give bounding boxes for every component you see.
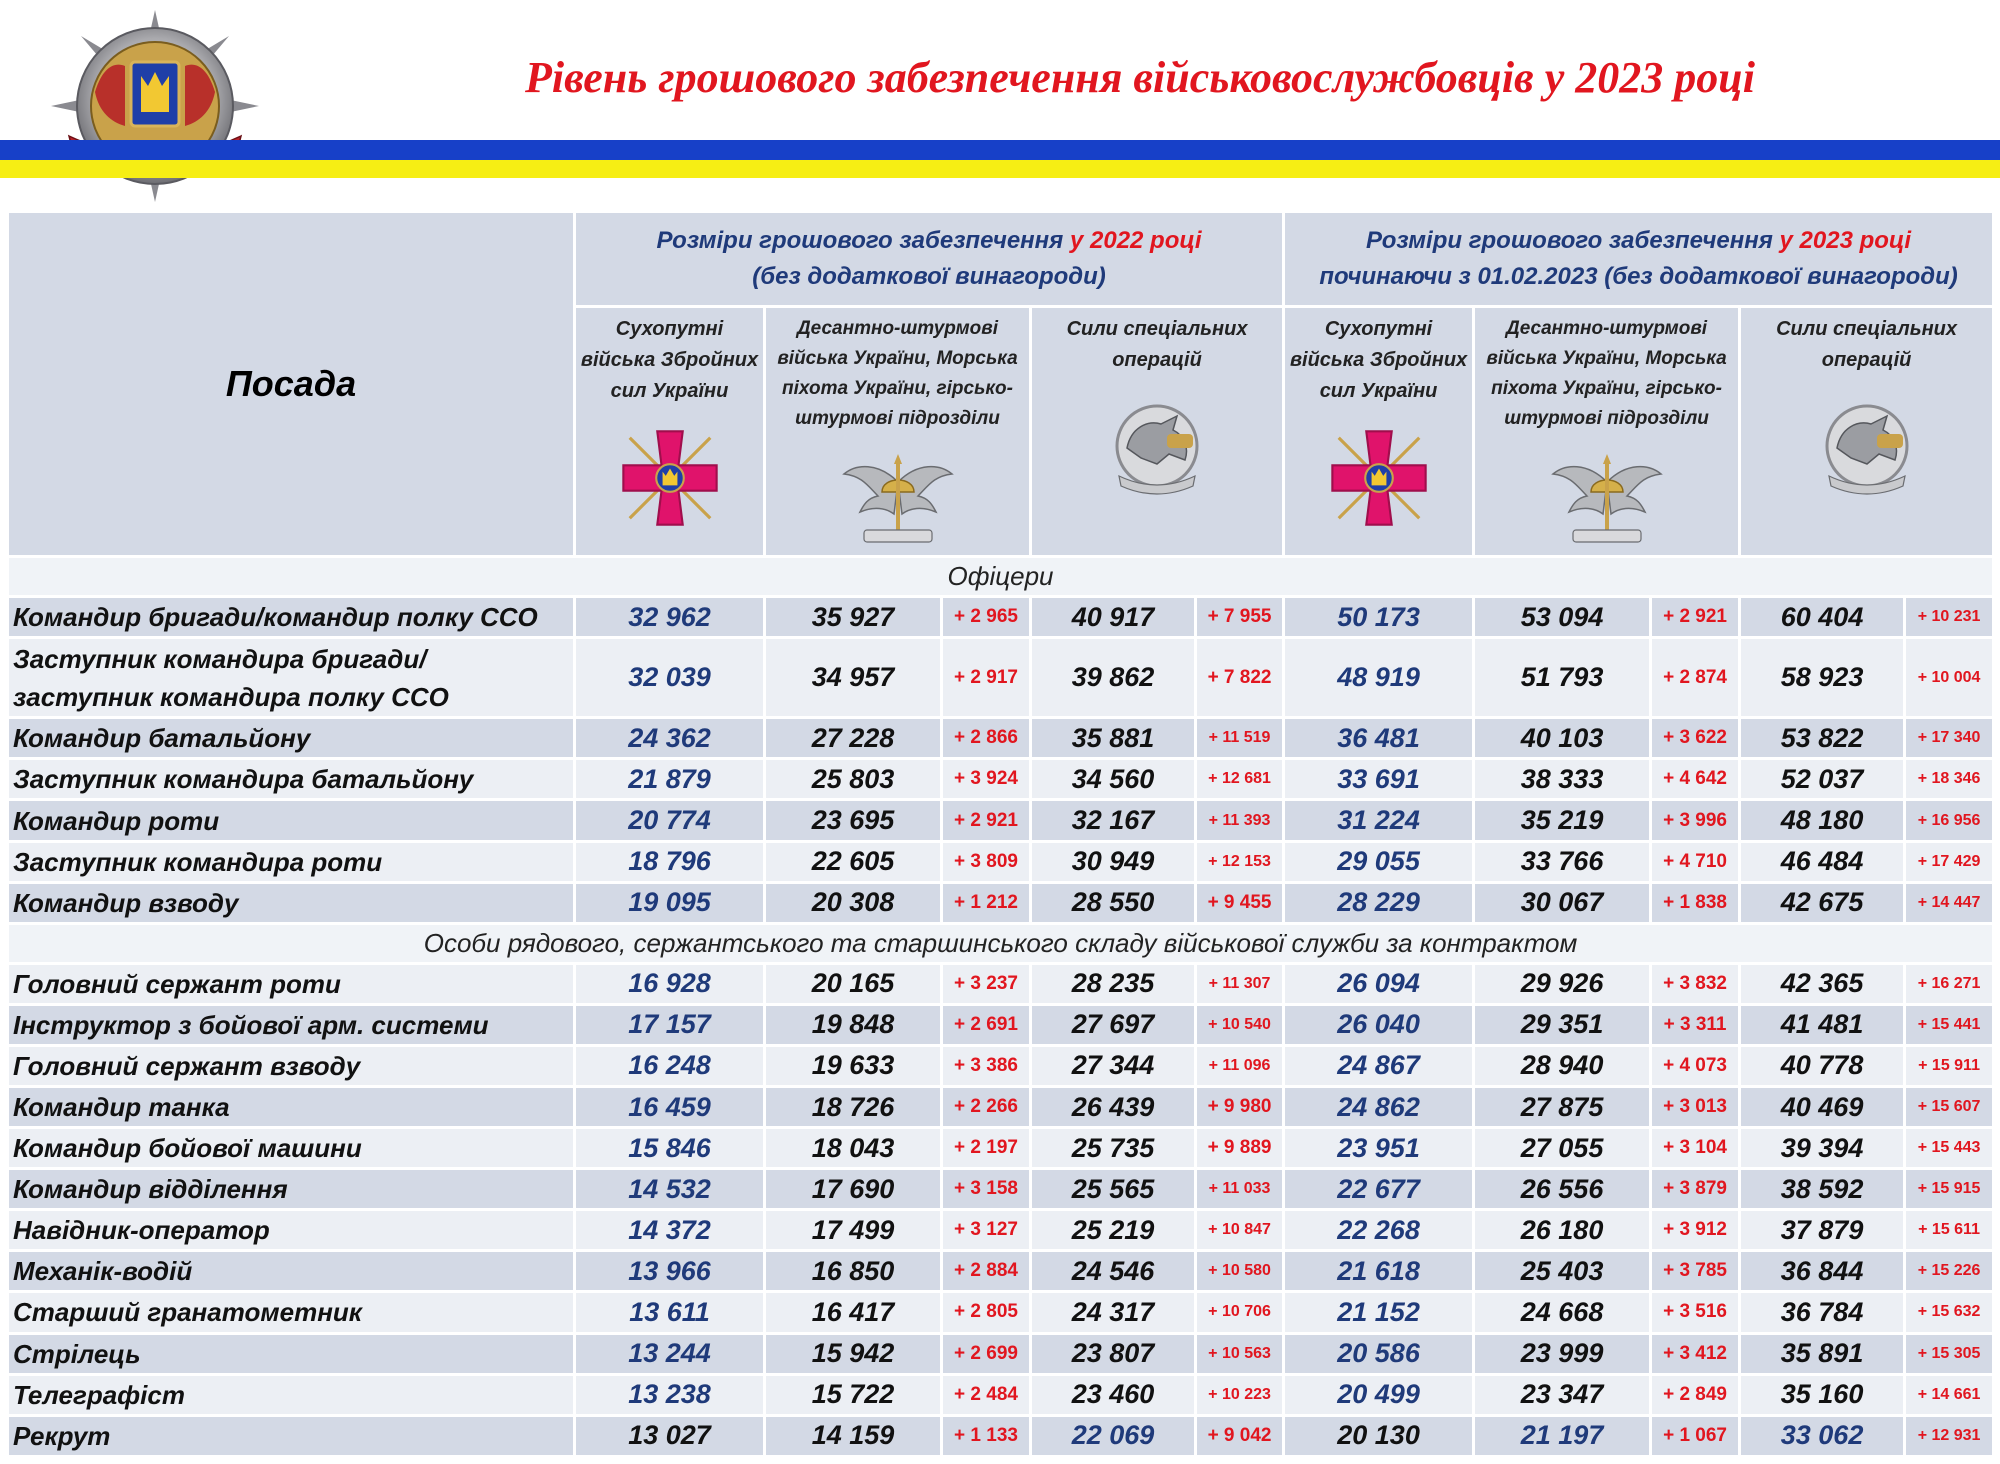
value-cell: 13 611: [575, 1292, 765, 1333]
diff-cell: + 12 681: [1196, 759, 1284, 800]
table-row: [8, 1292, 1994, 1333]
value-cell: 22 605: [765, 841, 942, 882]
value-cell: 22 677: [1284, 1169, 1474, 1210]
table-row: [8, 638, 1994, 718]
value-cell: 29 351: [1474, 1004, 1651, 1045]
position-cell: Рекрут: [8, 1415, 575, 1456]
value-cell: 39 394: [1740, 1128, 1905, 1169]
value-cell: 15 722: [765, 1374, 942, 1415]
value-cell: 39 862: [1031, 638, 1196, 718]
value-cell: 23 460: [1031, 1374, 1196, 1415]
position-cell: Командир роти: [8, 800, 575, 841]
group-2022-line2: (без додаткової винагороди): [752, 263, 1106, 290]
value-cell: 27 697: [1031, 1004, 1196, 1045]
diff-cell: + 2 866: [942, 718, 1031, 759]
value-cell: 27 875: [1474, 1087, 1651, 1128]
group-2023-line2: починаючи з 01.02.2023 (без додаткової винагороди): [1319, 263, 1958, 290]
value-cell: 51 793: [1474, 638, 1651, 718]
value-cell: 41 481: [1740, 1004, 1905, 1045]
value-cell: 26 556: [1474, 1169, 1651, 1210]
diff-cell: + 1 067: [1651, 1415, 1740, 1456]
value-cell: 19 848: [765, 1004, 942, 1045]
table-row: [8, 597, 1994, 638]
value-cell: 24 867: [1284, 1045, 1474, 1086]
table-row: [8, 1251, 1994, 1292]
ground-forces-cross-icon: [1326, 425, 1432, 531]
table-row: [8, 1210, 1994, 1251]
value-cell: 19 095: [575, 882, 765, 923]
diff-cell: + 2 917: [942, 638, 1031, 718]
position-cell: Командир взводу: [8, 882, 575, 923]
value-cell: 13 027: [575, 1415, 765, 1456]
group-2023-year: у 2023 році: [1779, 227, 1912, 254]
diff-cell: + 2 197: [942, 1128, 1031, 1169]
value-cell: 48 180: [1740, 800, 1905, 841]
branch-label: Десантно-штурмові війська України, Морська піхота України, гірсько-штурмові підрозділи: [1486, 318, 1727, 429]
value-cell: 15 942: [765, 1333, 942, 1374]
value-cell: 53 094: [1474, 597, 1651, 638]
value-cell: 19 633: [765, 1045, 942, 1086]
diff-cell: + 2 965: [942, 597, 1031, 638]
special-forces-wolf-icon: [1097, 394, 1217, 504]
branch-label: Десантно-штурмові війська України, Морська піхота України, гірсько-штурмові підрозділи: [777, 318, 1018, 429]
diff-cell: + 3 104: [1651, 1128, 1740, 1169]
diff-cell: + 15 915: [1905, 1169, 1994, 1210]
diff-cell: + 14 447: [1905, 882, 1994, 923]
flag-stripe-yellow: [0, 160, 2000, 178]
diff-cell: + 3 924: [942, 759, 1031, 800]
value-cell: 24 862: [1284, 1087, 1474, 1128]
value-cell: 36 844: [1740, 1251, 1905, 1292]
value-cell: 28 550: [1031, 882, 1196, 923]
value-cell: 13 966: [575, 1251, 765, 1292]
special-forces-wolf-icon: [1807, 394, 1927, 504]
diff-cell: + 3 412: [1651, 1333, 1740, 1374]
diff-cell: + 3 996: [1651, 800, 1740, 841]
value-cell: 35 881: [1031, 718, 1196, 759]
diff-cell: + 7 955: [1196, 597, 1284, 638]
section-row: [8, 923, 1994, 963]
value-cell: 33 691: [1284, 759, 1474, 800]
diff-cell: + 2 884: [942, 1251, 1031, 1292]
value-cell: 25 219: [1031, 1210, 1196, 1251]
value-cell: 26 094: [1284, 963, 1474, 1004]
value-cell: 38 592: [1740, 1169, 1905, 1210]
diff-cell: + 1 838: [1651, 882, 1740, 923]
value-cell: 32 167: [1031, 800, 1196, 841]
branch-label: Сили спеціальних операцій: [1776, 318, 1958, 371]
value-cell: 16 248: [575, 1045, 765, 1086]
diff-cell: + 2 699: [942, 1333, 1031, 1374]
diff-cell: + 9 980: [1196, 1087, 1284, 1128]
value-cell: 42 365: [1740, 963, 1905, 1004]
value-cell: 30 949: [1031, 841, 1196, 882]
position-cell: Заступник командира батальйону: [8, 759, 575, 800]
diff-cell: + 15 443: [1905, 1128, 1994, 1169]
diff-cell: + 16 271: [1905, 963, 1994, 1004]
table-row: [8, 1045, 1994, 1086]
diff-cell: + 10 563: [1196, 1333, 1284, 1374]
diff-cell: + 14 661: [1905, 1374, 1994, 1415]
diff-cell: + 10 847: [1196, 1210, 1284, 1251]
diff-cell: + 10 223: [1196, 1374, 1284, 1415]
value-cell: 37 879: [1740, 1210, 1905, 1251]
value-cell: 16 417: [765, 1292, 942, 1333]
diff-cell: + 17 429: [1905, 841, 1994, 882]
diff-cell: + 12 931: [1905, 1415, 1994, 1456]
value-cell: 35 891: [1740, 1333, 1905, 1374]
diff-cell: + 11 033: [1196, 1169, 1284, 1210]
page-title: Рівень грошового забезпечення військовослужбовців у 2023 році: [525, 53, 1755, 102]
value-cell: 31 224: [1284, 800, 1474, 841]
value-cell: 33 062: [1740, 1415, 1905, 1456]
air-assault-wings-icon: [1547, 452, 1667, 552]
diff-cell: + 15 607: [1905, 1087, 1994, 1128]
diff-cell: + 11 393: [1196, 800, 1284, 841]
table-row: [8, 963, 1994, 1004]
value-cell: 33 766: [1474, 841, 1651, 882]
value-cell: 60 404: [1740, 597, 1905, 638]
diff-cell: + 4 710: [1651, 841, 1740, 882]
branch-header-2022-2: [1031, 307, 1284, 557]
ground-forces-cross-icon: [617, 425, 723, 531]
value-cell: 13 244: [575, 1333, 765, 1374]
value-cell: 21 197: [1474, 1415, 1651, 1456]
position-cell: Командир відділення: [8, 1169, 575, 1210]
diff-cell: + 3 158: [942, 1169, 1031, 1210]
diff-cell: + 3 237: [942, 963, 1031, 1004]
value-cell: 22 069: [1031, 1415, 1196, 1456]
table-row: [8, 1004, 1994, 1045]
value-cell: 32 962: [575, 597, 765, 638]
value-cell: 21 879: [575, 759, 765, 800]
position-cell: Головний сержант взводу: [8, 1045, 575, 1086]
table-row: [8, 882, 1994, 923]
group-2023-line1: Розміри грошового забезпечення: [1366, 227, 1773, 254]
position-cell: Навідник-оператор: [8, 1210, 575, 1251]
value-cell: 36 481: [1284, 718, 1474, 759]
position-cell: Механік-водій: [8, 1251, 575, 1292]
value-cell: 25 735: [1031, 1128, 1196, 1169]
value-cell: 16 928: [575, 963, 765, 1004]
diff-cell: + 9 042: [1196, 1415, 1284, 1456]
value-cell: 20 165: [765, 963, 942, 1004]
diff-cell: + 15 305: [1905, 1333, 1994, 1374]
value-cell: 14 532: [575, 1169, 765, 1210]
diff-cell: + 10 580: [1196, 1251, 1284, 1292]
value-cell: 38 333: [1474, 759, 1651, 800]
diff-cell: + 2 921: [942, 800, 1031, 841]
group-header-2023: [1284, 212, 1994, 307]
group-2022-line1: Розміри грошового забезпечення: [656, 227, 1064, 254]
table-row: [8, 1415, 1994, 1456]
branch-header-2023-2: [1740, 307, 1994, 557]
table-row: [8, 1333, 1994, 1374]
value-cell: 18 726: [765, 1087, 942, 1128]
table-row: [8, 800, 1994, 841]
value-cell: 50 173: [1284, 597, 1474, 638]
table-row: [8, 718, 1994, 759]
diff-cell: + 11 307: [1196, 963, 1284, 1004]
value-cell: 20 499: [1284, 1374, 1474, 1415]
value-cell: 14 372: [575, 1210, 765, 1251]
value-cell: 27 344: [1031, 1045, 1196, 1086]
diff-cell: + 2 266: [942, 1087, 1031, 1128]
table-row: [8, 1169, 1994, 1210]
value-cell: 17 157: [575, 1004, 765, 1045]
position-cell: Інструктор з бойової арм. системи: [8, 1004, 575, 1045]
diff-cell: + 3 386: [942, 1045, 1031, 1086]
branch-label: Сухопутні війська Збройних сил України: [1289, 318, 1468, 402]
position-cell: Стрілець: [8, 1333, 575, 1374]
column-header-posada: Посада: [8, 212, 575, 557]
group-header-2022: [575, 212, 1284, 307]
group-2022-year: у 2022 році: [1069, 227, 1202, 254]
value-cell: 24 317: [1031, 1292, 1196, 1333]
value-cell: 20 586: [1284, 1333, 1474, 1374]
value-cell: 40 917: [1031, 597, 1196, 638]
section-row: [8, 557, 1994, 597]
diff-cell: + 2 484: [942, 1374, 1031, 1415]
value-cell: 23 951: [1284, 1128, 1474, 1169]
diff-cell: + 12 153: [1196, 841, 1284, 882]
diff-cell: + 3 912: [1651, 1210, 1740, 1251]
value-cell: 17 690: [765, 1169, 942, 1210]
diff-cell: + 11 096: [1196, 1045, 1284, 1086]
position-cell: Заступник командира бригади/ заступник командира полку ССО: [8, 638, 575, 718]
diff-cell: + 3 785: [1651, 1251, 1740, 1292]
value-cell: 26 180: [1474, 1210, 1651, 1251]
position-cell: Заступник командира роти: [8, 841, 575, 882]
value-cell: 53 822: [1740, 718, 1905, 759]
value-cell: 24 362: [575, 718, 765, 759]
value-cell: 28 229: [1284, 882, 1474, 923]
diff-cell: + 15 611: [1905, 1210, 1994, 1251]
branch-header-2023-0: [1284, 307, 1474, 557]
value-cell: 36 784: [1740, 1292, 1905, 1333]
value-cell: 28 235: [1031, 963, 1196, 1004]
diff-cell: + 2 691: [942, 1004, 1031, 1045]
value-cell: 22 268: [1284, 1210, 1474, 1251]
value-cell: 23 695: [765, 800, 942, 841]
diff-cell: + 3 832: [1651, 963, 1740, 1004]
position-cell: Командир танка: [8, 1087, 575, 1128]
diff-cell: + 3 879: [1651, 1169, 1740, 1210]
diff-cell: + 17 340: [1905, 718, 1994, 759]
value-cell: 23 347: [1474, 1374, 1651, 1415]
value-cell: 13 238: [575, 1374, 765, 1415]
diff-cell: + 9 455: [1196, 882, 1284, 923]
table-row: [8, 841, 1994, 882]
value-cell: 18 796: [575, 841, 765, 882]
diff-cell: + 1 133: [942, 1415, 1031, 1456]
value-cell: 35 927: [765, 597, 942, 638]
value-cell: 25 565: [1031, 1169, 1196, 1210]
value-cell: 58 923: [1740, 638, 1905, 718]
diff-cell: + 2 874: [1651, 638, 1740, 718]
diff-cell: + 3 311: [1651, 1004, 1740, 1045]
branch-header-2023-1: [1474, 307, 1740, 557]
value-cell: 26 040: [1284, 1004, 1474, 1045]
value-cell: 29 926: [1474, 963, 1651, 1004]
diff-cell: + 3 013: [1651, 1087, 1740, 1128]
value-cell: 27 055: [1474, 1128, 1651, 1169]
branch-header-2022-0: [575, 307, 765, 557]
diff-cell: + 16 956: [1905, 800, 1994, 841]
diff-cell: + 4 073: [1651, 1045, 1740, 1086]
value-cell: 25 803: [765, 759, 942, 800]
section-title: Офіцери: [8, 557, 1994, 597]
value-cell: 26 439: [1031, 1087, 1196, 1128]
position-cell: Командир бойової машини: [8, 1128, 575, 1169]
pay-table: [6, 210, 1995, 1458]
value-cell: 16 850: [765, 1251, 942, 1292]
value-cell: 46 484: [1740, 841, 1905, 882]
table-row: [8, 1374, 1994, 1415]
diff-cell: + 15 911: [1905, 1045, 1994, 1086]
position-cell: Командир бригади/командир полку ССО: [8, 597, 575, 638]
value-cell: 24 668: [1474, 1292, 1651, 1333]
diff-cell: + 1 212: [942, 882, 1031, 923]
diff-cell: + 15 441: [1905, 1004, 1994, 1045]
value-cell: 23 999: [1474, 1333, 1651, 1374]
diff-cell: + 3 127: [942, 1210, 1031, 1251]
position-cell: Телеграфіст: [8, 1374, 575, 1415]
diff-cell: + 3 516: [1651, 1292, 1740, 1333]
value-cell: 30 067: [1474, 882, 1651, 923]
value-cell: 17 499: [765, 1210, 942, 1251]
value-cell: 29 055: [1284, 841, 1474, 882]
diff-cell: + 3 622: [1651, 718, 1740, 759]
diff-cell: + 7 822: [1196, 638, 1284, 718]
value-cell: 20 308: [765, 882, 942, 923]
value-cell: 28 940: [1474, 1045, 1651, 1086]
value-cell: 34 560: [1031, 759, 1196, 800]
value-cell: 18 043: [765, 1128, 942, 1169]
position-cell: Головний сержант роти: [8, 963, 575, 1004]
value-cell: 52 037: [1740, 759, 1905, 800]
air-assault-wings-icon: [838, 452, 958, 552]
value-cell: 21 152: [1284, 1292, 1474, 1333]
diff-cell: + 10 540: [1196, 1004, 1284, 1045]
diff-cell: + 11 519: [1196, 718, 1284, 759]
diff-cell: + 2 921: [1651, 597, 1740, 638]
value-cell: 48 919: [1284, 638, 1474, 718]
value-cell: 16 459: [575, 1087, 765, 1128]
table-row: [8, 759, 1994, 800]
value-cell: 20 774: [575, 800, 765, 841]
value-cell: 27 228: [765, 718, 942, 759]
position-cell: Командир батальйону: [8, 718, 575, 759]
value-cell: 40 778: [1740, 1045, 1905, 1086]
branch-header-2022-1: [765, 307, 1031, 557]
value-cell: 35 219: [1474, 800, 1651, 841]
value-cell: 25 403: [1474, 1251, 1651, 1292]
value-cell: 24 546: [1031, 1251, 1196, 1292]
value-cell: 35 160: [1740, 1374, 1905, 1415]
value-cell: 42 675: [1740, 882, 1905, 923]
value-cell: 23 807: [1031, 1333, 1196, 1374]
value-cell: 14 159: [765, 1415, 942, 1456]
diff-cell: + 3 809: [942, 841, 1031, 882]
diff-cell: + 4 642: [1651, 759, 1740, 800]
branch-label: Сили спеціальних операцій: [1066, 318, 1248, 371]
value-cell: 40 103: [1474, 718, 1651, 759]
flag-stripe-blue: [0, 140, 2000, 160]
value-cell: 20 130: [1284, 1415, 1474, 1456]
diff-cell: + 15 226: [1905, 1251, 1994, 1292]
table-row: [8, 1128, 1994, 1169]
diff-cell: + 15 632: [1905, 1292, 1994, 1333]
position-cell: Старший гранатометник: [8, 1292, 575, 1333]
branch-label: Сухопутні війська Збройних сил України: [580, 318, 759, 402]
value-cell: 21 618: [1284, 1251, 1474, 1292]
table-row: [8, 1087, 1994, 1128]
diff-cell: + 9 889: [1196, 1128, 1284, 1169]
section-title: Особи рядового, сержантського та старшинського складу військової служби за контрактом: [8, 923, 1994, 963]
diff-cell: + 18 346: [1905, 759, 1994, 800]
diff-cell: + 10 231: [1905, 597, 1994, 638]
diff-cell: + 10 706: [1196, 1292, 1284, 1333]
value-cell: 32 039: [575, 638, 765, 718]
diff-cell: + 2 849: [1651, 1374, 1740, 1415]
value-cell: 34 957: [765, 638, 942, 718]
diff-cell: + 2 805: [942, 1292, 1031, 1333]
value-cell: 40 469: [1740, 1087, 1905, 1128]
value-cell: 15 846: [575, 1128, 765, 1169]
diff-cell: + 10 004: [1905, 638, 1994, 718]
